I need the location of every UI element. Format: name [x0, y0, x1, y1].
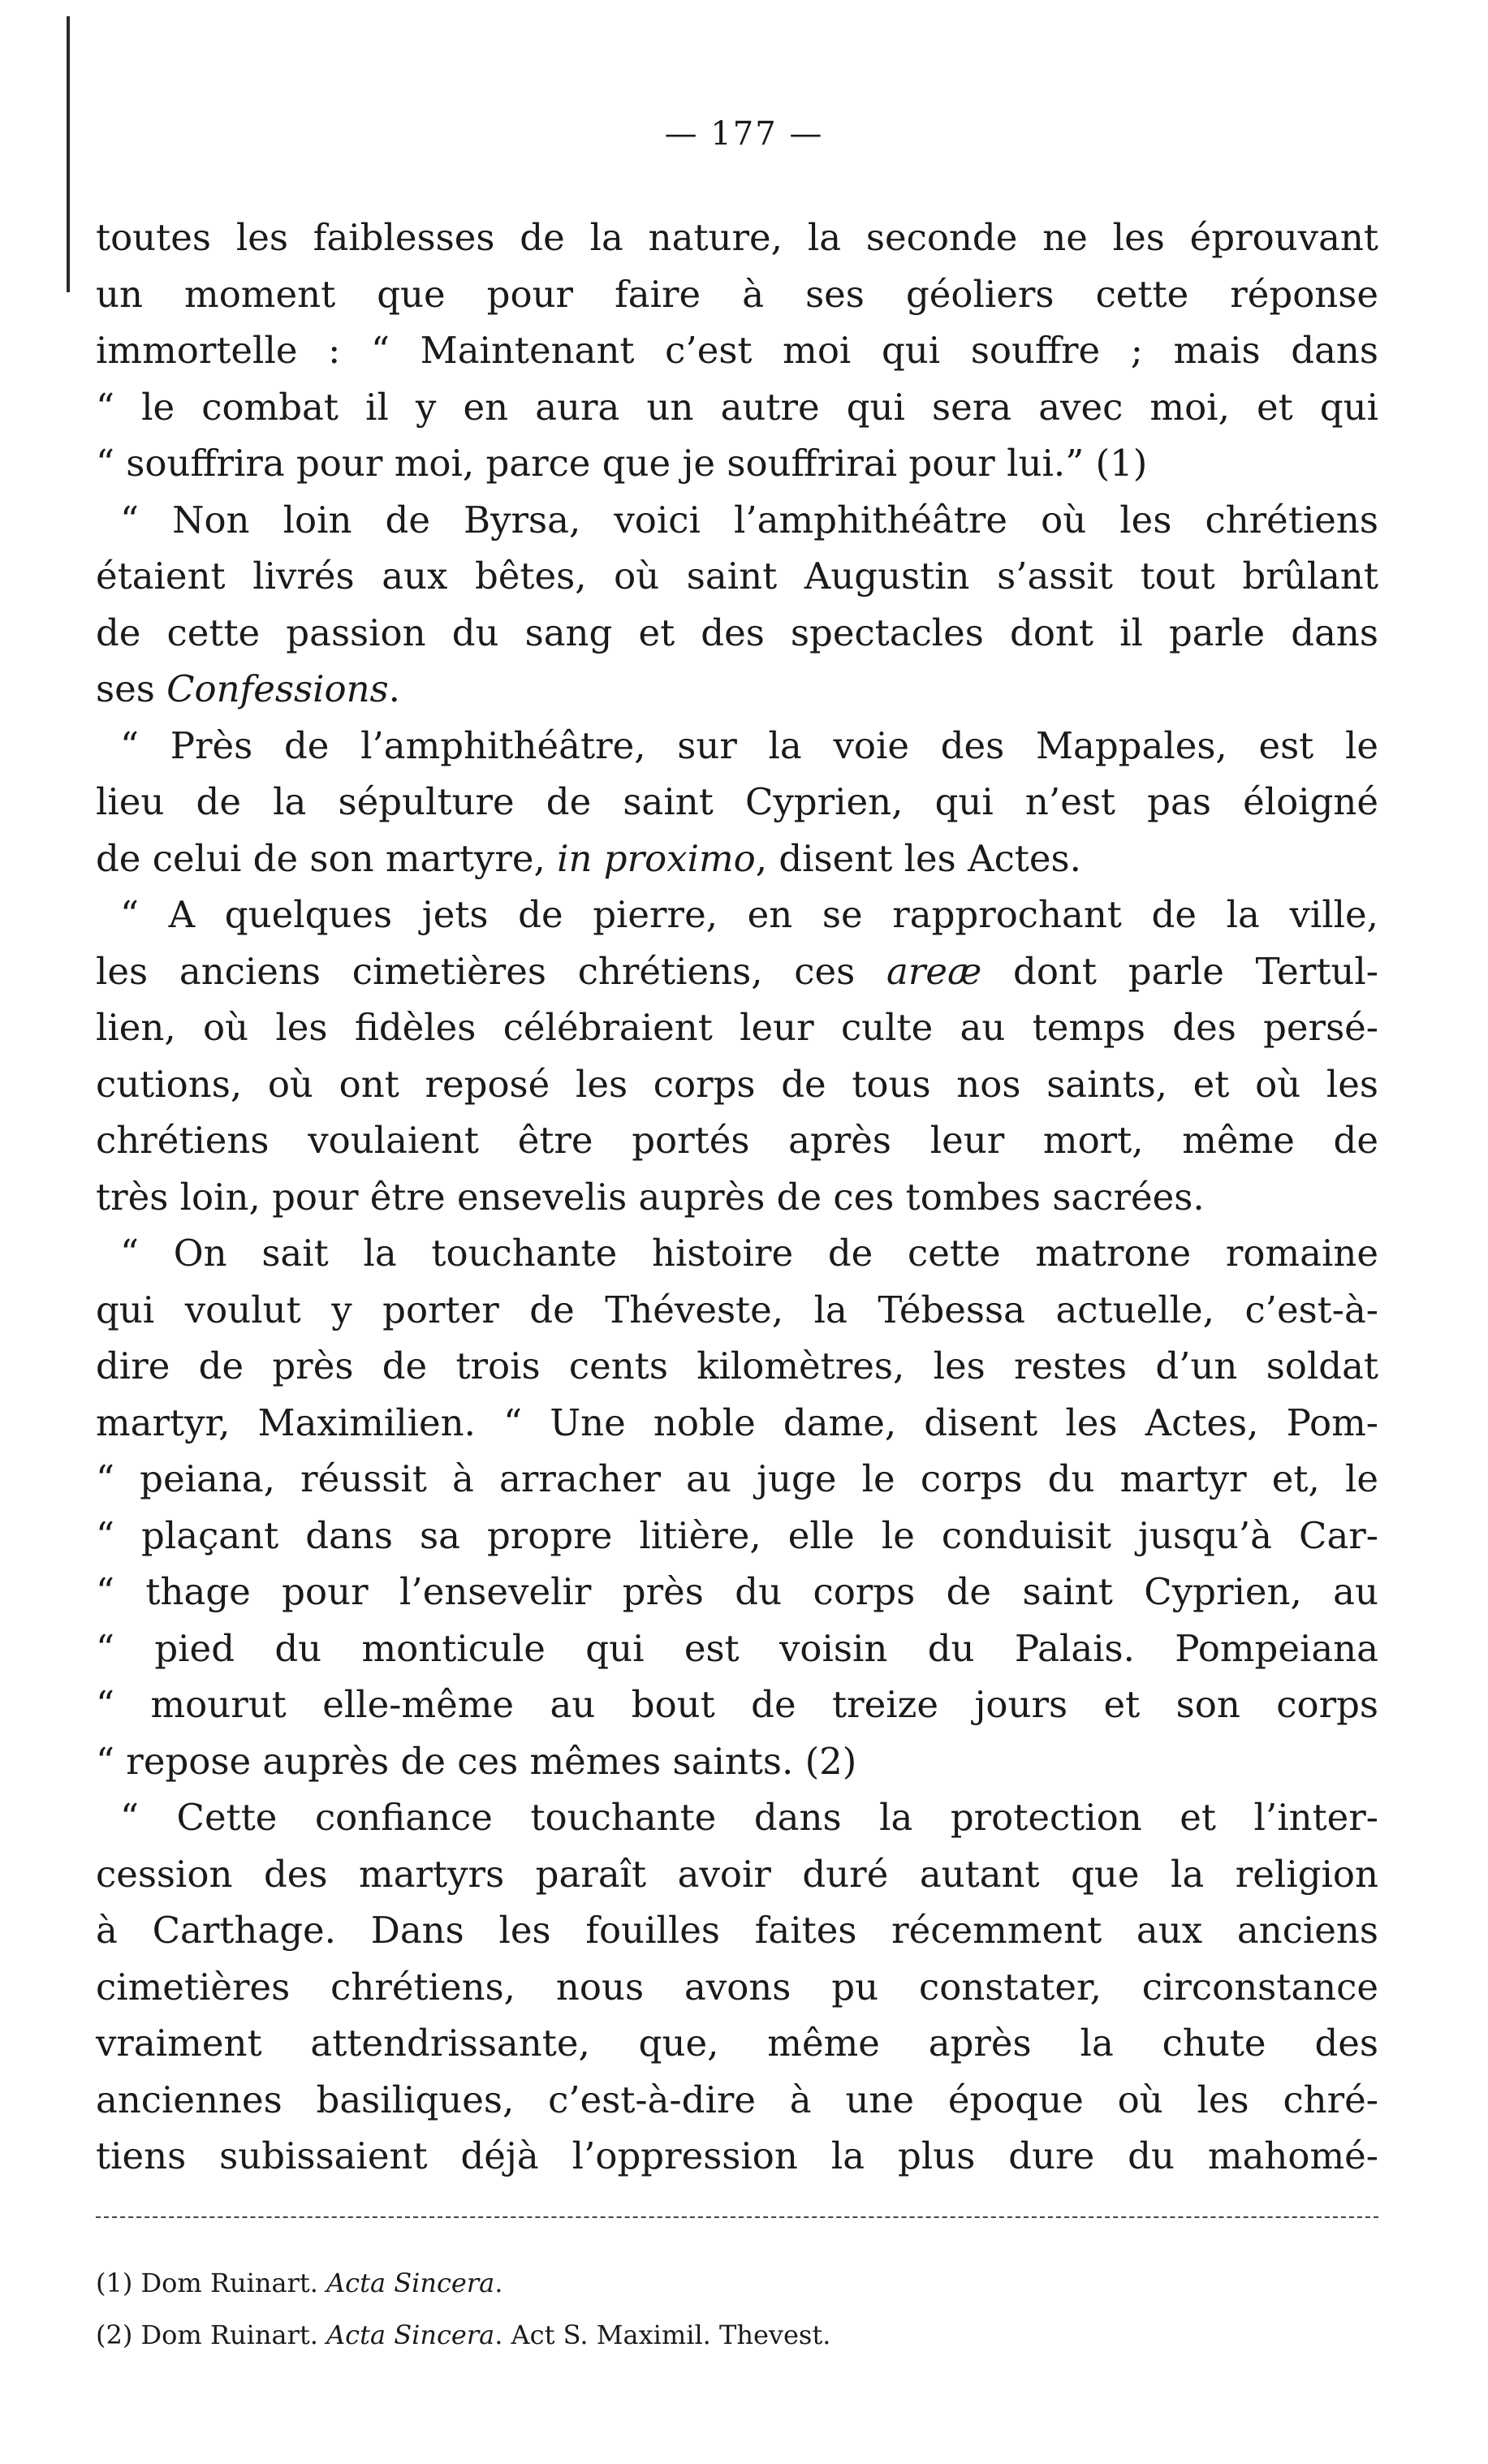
- italic-term: areæ: [886, 949, 982, 993]
- text-line: “ Non loin de Byrsa, voici l’amphithéâtre où les chrétiens: [120, 498, 1378, 542]
- text-line: martyr, Maximilien. “ Une noble dame, disent les Actes, Pom-: [96, 1400, 1378, 1444]
- footnote: [96, 2257, 1378, 2309]
- footnote-text: (2) Dom Ruinart.: [96, 2319, 327, 2350]
- text-segment: dont parle Tertul-: [981, 949, 1378, 993]
- text-line: “ plaçant dans sa propre litière, elle le conduisit jusqu’à Car-: [96, 1513, 1378, 1557]
- text-line: “ A quelques jets de pierre, en se rapprochant de la ville,: [120, 893, 1378, 936]
- text-line: immortelle : “ Maintenant c’est moi qui souffre ; mais dans: [96, 329, 1378, 372]
- text-line: “ peiana, réussit à arracher au juge le corps du martyr et, le: [96, 1457, 1378, 1500]
- text-line: vraiment attendrissante, que, même après la chute des: [96, 2022, 1378, 2065]
- text-line: “ thage pour l’ensevelir près du corps de saint Cyprien, au: [96, 1570, 1378, 1613]
- text-line: de cette passion du sang et des spectacles dont il parle dans: [96, 611, 1378, 654]
- text-line: chrétiens voulaient être portés après leur mort, même de: [96, 1119, 1378, 1162]
- footnote-text: (1) Dom Ruinart.: [96, 2268, 327, 2298]
- text-line: lien, où les fidèles célébraient leur culte au temps des persé-: [96, 1006, 1378, 1049]
- text-line: “ repose auprès de ces mêmes saints. (2): [96, 1739, 857, 1783]
- footnote-title: Acta Sincera: [326, 2319, 495, 2350]
- text-line: cutions, où ont reposé les corps de tous nos saints, et où les: [96, 1062, 1378, 1106]
- text-line: étaient livrés aux bêtes, où saint Augustin s’assit tout brûlant: [96, 555, 1378, 598]
- text-line: “ mourut elle-même au bout de treize jours et son corps: [96, 1683, 1378, 1726]
- footnotes: [96, 2257, 1378, 2361]
- text-line: un moment que pour faire à ses géoliers cette réponse: [96, 272, 1378, 316]
- text-line: qui voulut y porter de Théveste, la Tébessa actuelle, c’est-à-: [96, 1288, 1378, 1331]
- text-line: “ On sait la touchante histoire de cette matrone romaine: [120, 1232, 1378, 1275]
- text-line: [96, 661, 1378, 718]
- margin-rule: [67, 16, 70, 292]
- text-line: lieu de la sépulture de saint Cyprien, qui n’est pas éloigné: [96, 780, 1378, 823]
- text-segment: , disent les Actes.: [755, 836, 1081, 880]
- footnote-text: . Act S. Maximil. Thevest.: [494, 2319, 831, 2350]
- text-line: anciennes basiliques, c’est-à-dire à une époque où les chré-: [96, 2078, 1378, 2121]
- text-segment: .: [388, 667, 400, 710]
- text-line: très loin, pour être ensevelis auprès de ces tombes sacrées.: [96, 1175, 1205, 1219]
- text-segment: les anciens cimetières chrétiens, ces: [96, 949, 886, 993]
- text-line: “ souffrira pour moi, parce que je souffrirai pour lui.” (1): [96, 442, 1148, 485]
- body-text: [96, 209, 1378, 2185]
- footnote-separator: [96, 2216, 1378, 2218]
- text-segment: ses: [96, 667, 167, 710]
- italic-term: Confessions: [166, 667, 389, 710]
- text-line: “ Près de l’amphithéâtre, sur la voie des Mappales, est le: [120, 723, 1378, 767]
- text-line: “ Cette confiance touchante dans la protection et l’inter-: [120, 1796, 1378, 1839]
- text-line: cimetières chrétiens, nous avons pu constater, circonstance: [96, 1965, 1378, 2009]
- text-line: tiens subissaient déjà l’oppression la plus dure du mahomé-: [96, 2134, 1378, 2177]
- footnote-title: Acta Sincera: [326, 2268, 495, 2298]
- page-number: — 177 —: [664, 115, 824, 153]
- text-line: [96, 943, 1378, 1000]
- text-line: “ le combat il y en aura un autre qui sera avec moi, et qui: [96, 385, 1378, 429]
- text-segment: de celui de son martyre,: [96, 836, 558, 880]
- footnote: [96, 2309, 1378, 2361]
- text-line: toutes les faiblesses de la nature, la seconde ne les éprouvant: [96, 216, 1378, 259]
- text-line: “ pied du monticule qui est voisin du Palais. Pompeiana: [96, 1626, 1378, 1670]
- text-line: cession des martyrs paraît avoir duré autant que la religion: [96, 1852, 1378, 1896]
- footnote-text: .: [494, 2268, 503, 2298]
- text-line: à Carthage. Dans les fouilles faites récemment aux anciens: [96, 1909, 1378, 1952]
- text-line: dire de près de trois cents kilomètres, les restes d’un soldat: [96, 1344, 1378, 1387]
- italic-term: in proximo: [557, 836, 756, 880]
- text-line: [96, 831, 1378, 887]
